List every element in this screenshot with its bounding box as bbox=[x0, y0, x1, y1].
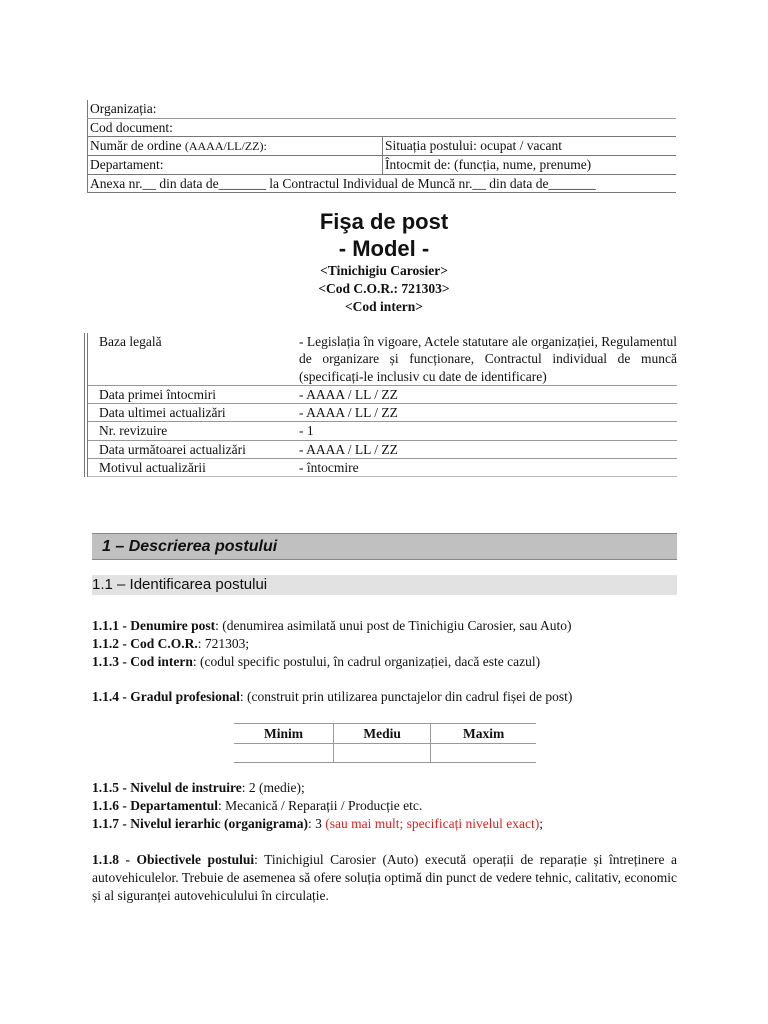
table-row bbox=[88, 156, 677, 175]
table-row bbox=[88, 100, 677, 118]
table-row bbox=[88, 137, 677, 156]
annex-cell: Anexa nr.__ din data de_______ la Contractul Individual de Muncă nr.__ din data de_______ bbox=[88, 174, 677, 193]
legal-value: - AAAA / LL / ZZ bbox=[289, 440, 677, 458]
legal-value: - Legislația în vigoare, Actele statutare ale organizației, Regulamentul de organizare și funcționare, Contractul individual de muncă (specificați-le inclusiv cu date de identificare) bbox=[289, 333, 677, 385]
item-label: 1.1.2 - Cod C.O.R. bbox=[92, 636, 198, 651]
legal-basis-table bbox=[84, 333, 677, 477]
internal-code: <Cod intern> bbox=[344, 299, 423, 314]
legal-label: Data primei întocmiri bbox=[86, 385, 289, 403]
grade-header-min: Minim bbox=[234, 724, 334, 744]
legal-value: - întocmire bbox=[289, 459, 677, 477]
section-1-title: 1 – Descrierea postului bbox=[102, 538, 278, 555]
item-text: : (codul specific postului, în cadrul organizației, dacă este cazul) bbox=[192, 654, 541, 669]
job-status-cell: Situația postului: ocupat / vacant bbox=[383, 137, 677, 156]
table-row bbox=[88, 118, 677, 137]
grade-header-max: Maxim bbox=[431, 724, 536, 744]
document-code-cell: Cod document: bbox=[88, 118, 677, 137]
item-note-red: (sau mai mult; specificați nivelul exact) bbox=[325, 816, 540, 831]
table-row bbox=[86, 333, 677, 385]
item-label: 1.1.4 - Gradul profesional bbox=[92, 689, 240, 704]
item-text: : 3 bbox=[307, 816, 326, 831]
document-title: Fişa de post bbox=[319, 209, 449, 234]
header-info-table bbox=[87, 100, 676, 193]
grade-cell bbox=[234, 744, 334, 763]
item-text: : 2 (medie); bbox=[241, 780, 305, 795]
grade-cell bbox=[431, 744, 536, 763]
legal-value: - AAAA / LL / ZZ bbox=[289, 385, 677, 403]
item-end: ; bbox=[539, 816, 544, 831]
item-label: 1.1.8 - Obiectivele postului bbox=[92, 852, 255, 867]
item-text: : (denumirea asimilată unui post de Tinichigiu Carosier, sau Auto) bbox=[215, 618, 572, 633]
table-row bbox=[86, 422, 677, 440]
item-text: : (construit prin utilizarea punctajelor din cadrul fișei de post) bbox=[239, 689, 573, 704]
table-row bbox=[86, 385, 677, 403]
item-text: : Mecanică / Reparații / Producție etc. bbox=[217, 798, 423, 813]
item-1-1-4 bbox=[92, 688, 677, 706]
item-text: : 721303; bbox=[197, 636, 250, 651]
item-label: 1.1.5 - Nivelul de instruire bbox=[92, 780, 242, 795]
item-1-1-7 bbox=[92, 815, 677, 833]
section-1-1-heading bbox=[92, 575, 677, 595]
section-1-heading bbox=[92, 533, 677, 560]
order-number-format: (AAAA/LL/ZZ): bbox=[184, 139, 267, 153]
grade-header-mid: Mediu bbox=[334, 724, 431, 744]
table-row bbox=[88, 174, 677, 193]
drafted-by-cell: Întocmit de: (funcția, nume, prenume) bbox=[383, 156, 677, 175]
table-row bbox=[86, 459, 677, 477]
department-cell: Departament: bbox=[88, 156, 383, 175]
item-text: : Tinichigiul Carosier (Auto) execută operații de reparație și întreținere a autovehiculelor. Trebuie de asemenea să ofere soluția optimă din punct de vedere tehnic, calitativ, economic și al siguranței autovehiculului în circulație. bbox=[92, 852, 678, 903]
item-1-1-2 bbox=[92, 635, 677, 653]
job-name: <Tinichigiu Carosier> bbox=[320, 263, 448, 278]
item-1-1-3 bbox=[92, 653, 677, 671]
order-number-label: Număr de ordine bbox=[90, 138, 182, 153]
section-1-1-title: 1.1 – Identificarea postului bbox=[92, 576, 268, 593]
table-row bbox=[234, 744, 536, 763]
legal-label: Nr. revizuire bbox=[86, 422, 289, 440]
document-subtitle-model: - Model - bbox=[338, 236, 430, 261]
legal-label: Motivul actualizării bbox=[86, 459, 289, 477]
professional-grade-table bbox=[234, 723, 536, 763]
legal-value: - AAAA / LL / ZZ bbox=[289, 404, 677, 422]
item-1-1-8 bbox=[92, 851, 677, 905]
grade-cell bbox=[334, 744, 431, 763]
item-label: 1.1.3 - Cod intern bbox=[92, 654, 193, 669]
legal-label: Data următoarei actualizări bbox=[86, 440, 289, 458]
item-label: 1.1.7 - Nivelul ierarhic (organigrama) bbox=[92, 816, 308, 831]
item-1-1-6 bbox=[92, 797, 677, 815]
table-row bbox=[234, 724, 536, 744]
item-1-1-5 bbox=[92, 779, 677, 797]
item-1-1-1 bbox=[92, 617, 677, 635]
legal-value: - 1 bbox=[289, 422, 677, 440]
table-row bbox=[86, 440, 677, 458]
cor-code: <Cod C.O.R.: 721303> bbox=[318, 281, 450, 296]
legal-label: Data ultimei actualizări bbox=[86, 404, 289, 422]
legal-label: Baza legală bbox=[86, 333, 289, 385]
order-number-cell bbox=[88, 137, 383, 156]
table-row bbox=[86, 404, 677, 422]
organization-cell: Organizația: bbox=[88, 100, 677, 118]
item-label: 1.1.6 - Departamentul bbox=[92, 798, 218, 813]
item-label: 1.1.1 - Denumire post bbox=[92, 618, 216, 633]
